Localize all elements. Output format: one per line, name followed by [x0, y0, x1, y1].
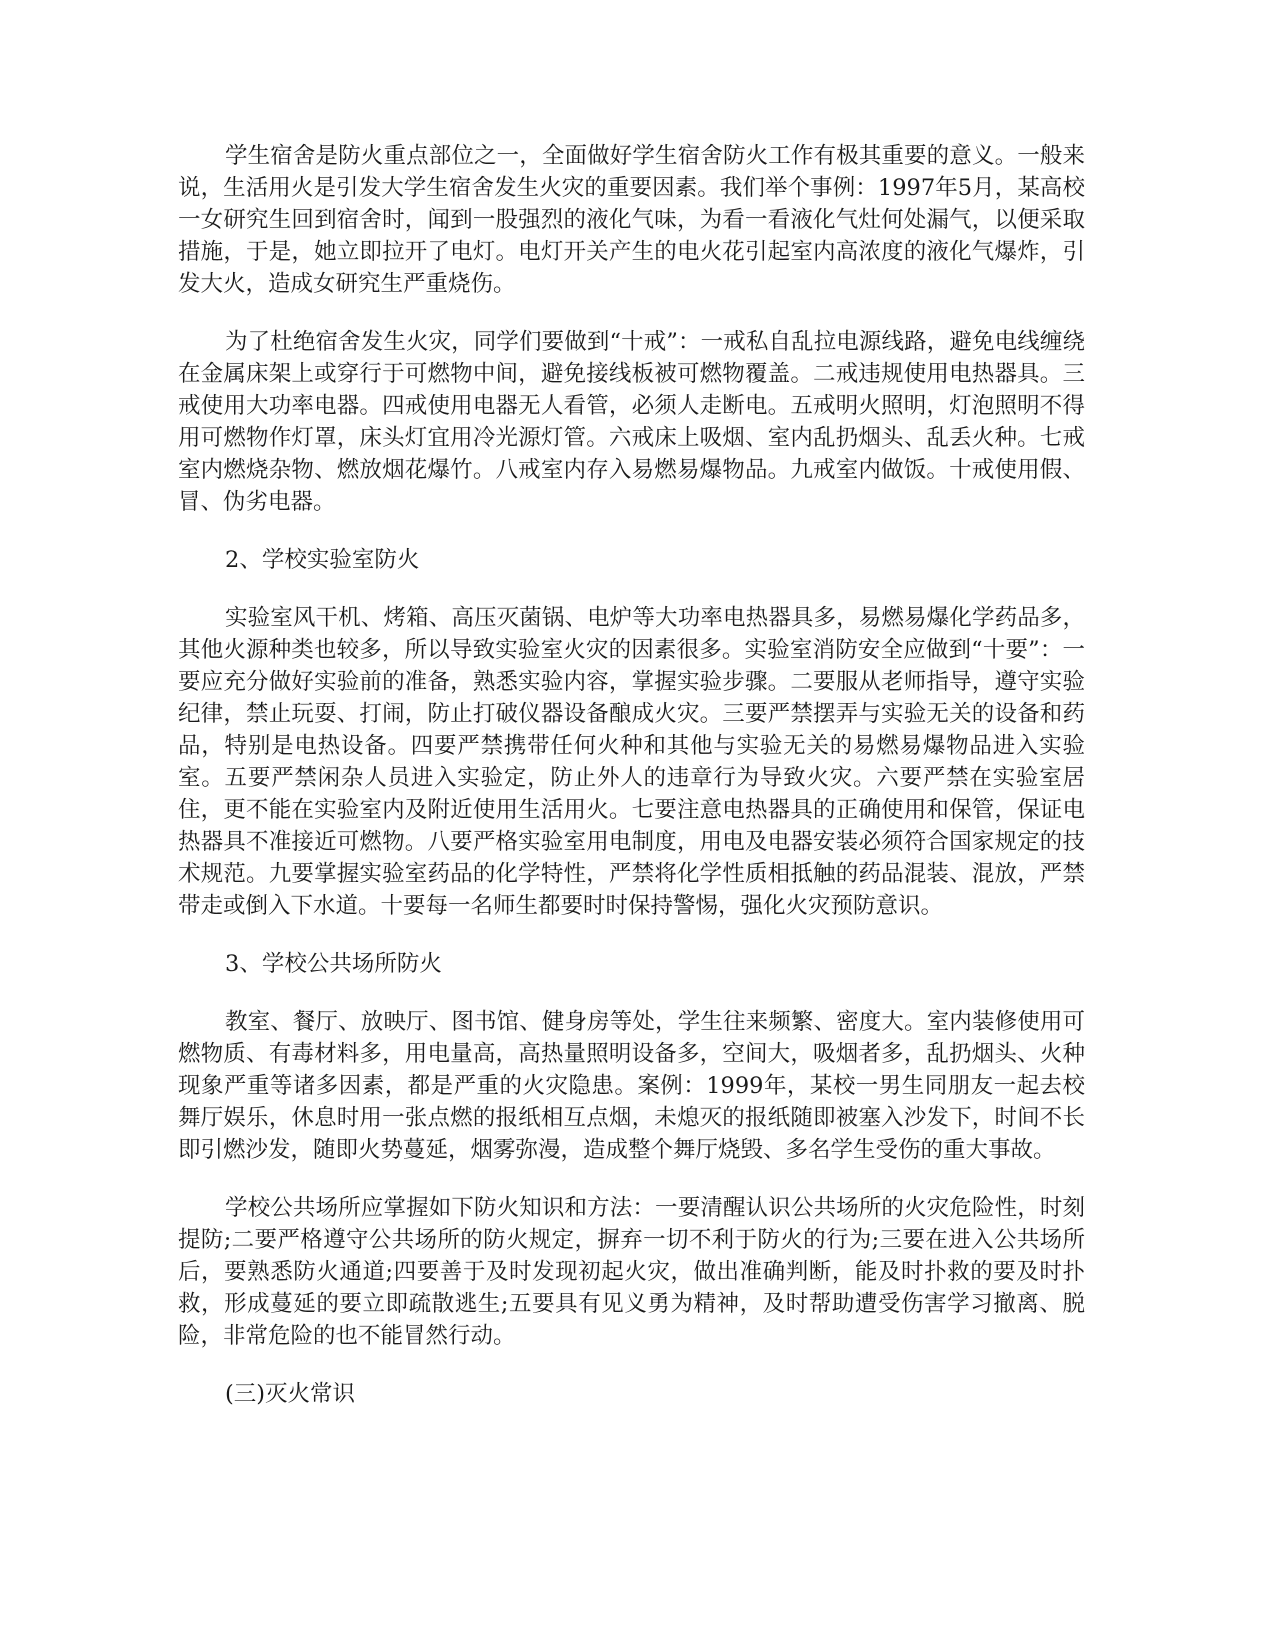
heading-lab-fire: 2、学校实验室防火 — [225, 547, 420, 573]
paragraph-dorm-intro: 学生宿舍是防火重点部位之一，全面做好学生宿舍防火工作有极其重要的意义。一般来说，生活用火是引发大学生宿舍发生火灾的重要因素。我们举个事例：1997年5月，某高校一女研究生回到宿舍时，闻到一股强烈的液化气味，为看一看液化气灶何处漏气，以便采取措施，于是，她立即拉开了电灯。电灯开关产生的电火花引起室内高浓度的液化气爆炸，引发大火，造成女研究生严重烧伤。 — [178, 143, 1085, 297]
document-body — [178, 140, 1085, 1436]
paragraph-lab-ten-requirements: 实验室风干机、烤箱、高压灭菌锅、电炉等大功率电热器具多，易燃易爆化学药品多，其他火源种类也较多，所以导致实验室火灾的因素很多。实验室消防安全应做到“十要”：一要应充分做好实验前的准备，熟悉实验内容，掌握实验步骤。二要服从老师指导，遵守实验纪律，禁止玩耍、打闹，防止打破仪器设备酿成火灾。三要严禁摆弄与实验无关的设备和药品，特别是电热设备。四要严禁携带任何火种和其他与实验无关的易燃易爆物品进入实验室。五要严禁闲杂人员进入实验定，防止外人的违章行为导致火灾。六要严禁在实验室居住，更不能在实验室内及附近使用生活用火。七要注意电热器具的正确使用和保管，保证电热器具不准接近可燃物。八要严格实验室用电制度，用电及电器安装必须符合国家规定的技术规范。九要掌握实验室药品的化学特性，严禁将化学性质相抵触的药品混装、混放，严禁带走或倒入下水道。十要每一名师生都要时时保持警惕，强化火灾预防意识。 — [178, 605, 1085, 919]
paragraph-dorm-ten-prohibitions: 为了杜绝宿舍发生火灾，同学们要做到“十戒”：一戒私自乱拉电源线路，避免电线缠绕在金属床架上或穿行于可燃物中间，避免接线板被可燃物覆盖。二戒违规使用电热器具。三戒使用大功率电器。四戒使用电器无人看管，必须人走断电。五戒明火照明，灯泡照明不得用可燃物作灯罩，床头灯宜用冷光源灯管。六戒床上吸烟、室内乱扔烟头、乱丢火种。七戒室内燃烧杂物、燃放烟花爆竹。八戒室内存入易燃易爆物品。九戒室内做饭。十戒使用假、冒、伪劣电器。 — [178, 329, 1085, 515]
paragraph-public-places-case: 教室、餐厅、放映厅、图书馆、健身房等处，学生往来频繁、密度大。室内装修使用可燃物质、有毒材料多，用电量高，高热量照明设备多，空间大，吸烟者多，乱扔烟头、火种现象严重等诸多因素，都是严重的火灾隐患。案例：1999年，某校一男生同朋友一起去校舞厅娱乐，休息时用一张点燃的报纸相互点烟，未熄灭的报纸随即被塞入沙发下，时间不长即引燃沙发，随即火势蔓延，烟雾弥漫，造成整个舞厅烧毁、多名学生受伤的重大事故。 — [178, 1009, 1085, 1163]
paragraph-public-places-methods: 学校公共场所应掌握如下防火知识和方法：一要清醒认识公共场所的火灾危险性，时刻提防;二要严格遵守公共场所的防火规定，摒弃一切不利于防火的行为;三要在进入公共场所后，要熟悉防火通道;四要善于及时发现初起火灾，做出准确判断，能及时扑救的要及时扑救，形成蔓延的要立即疏散逃生;五要具有见义勇为精神，及时帮助遭受伤害学习撤离、脱险，非常危险的也不能冒然行动。 — [178, 1195, 1085, 1349]
heading-firefighting-knowledge: (三)灭火常识 — [225, 1381, 356, 1407]
heading-public-places-fire: 3、学校公共场所防火 — [225, 951, 442, 977]
